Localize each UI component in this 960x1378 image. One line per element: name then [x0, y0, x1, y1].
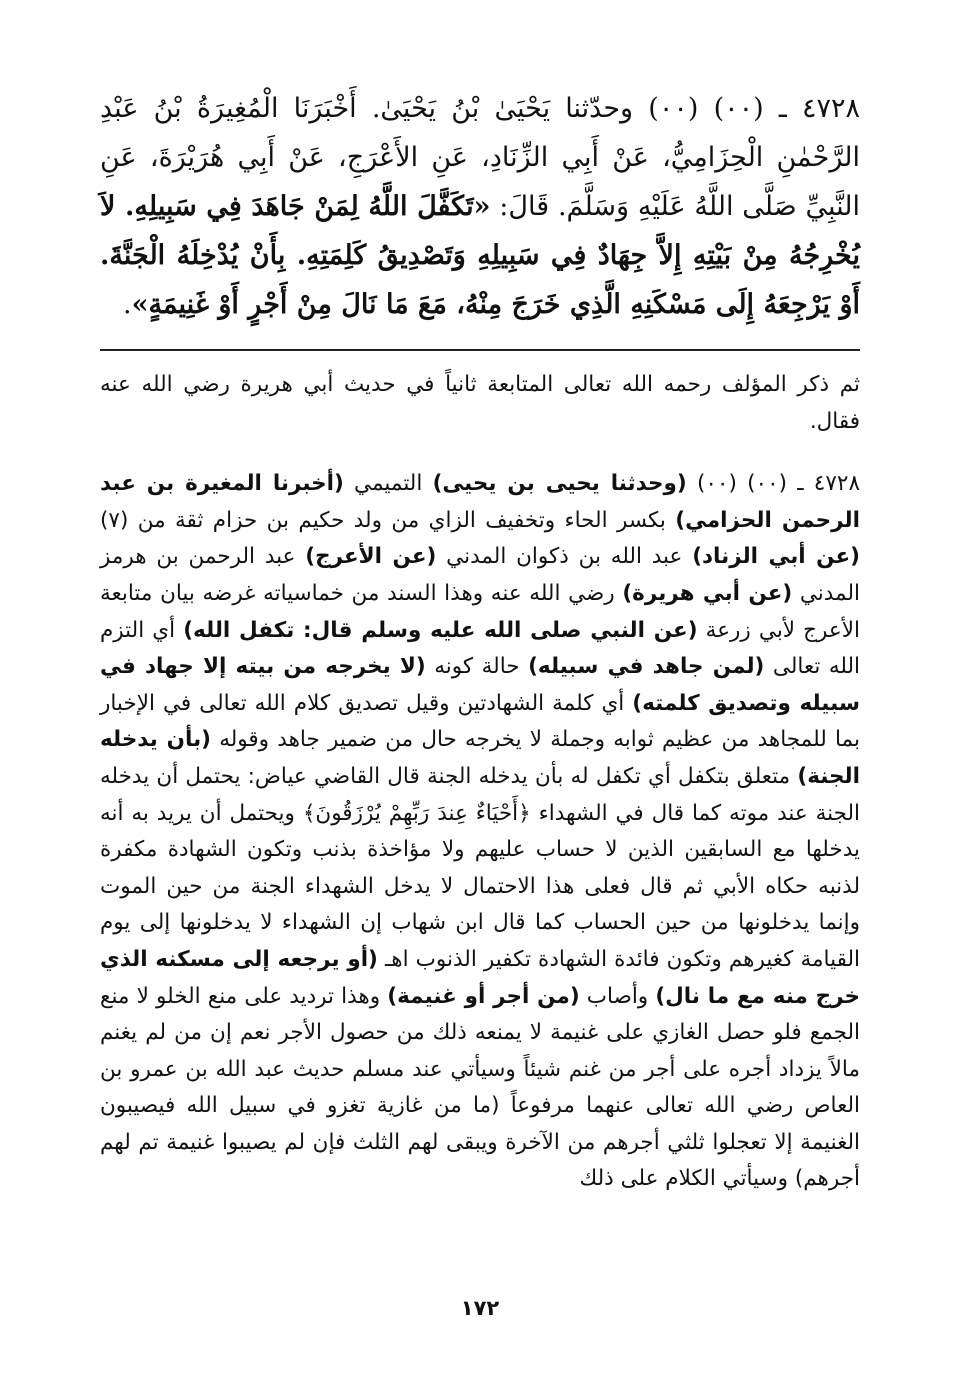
- commentary-intro: ثم ذكر المؤلف رحمه الله تعالى المتابعة ثانياً في حديث أبي هريرة رضي الله عنه فقال.: [100, 372, 860, 434]
- section-divider: [100, 349, 860, 351]
- commentary-quote: (عن أبي هريرة): [622, 580, 793, 606]
- page-number: ١٧٢: [460, 1296, 500, 1320]
- commentary-text: رضي الله عنه وهذا السند من خماسياته غرضه بيان متابعة الأعرج لأبي زرعة: [100, 580, 860, 643]
- commentary-text: وهذا ترديد على منع الخلو لا منع الجمع فلو حصل الغازي على غنيمة لا يمنعه ذلك من حصول الأجر نعم إن من لم يغنم مالاً يزداد أجره على أجر من غنم شيئاً وسيأتي عند مسلم حديث عبد الله بن عمرو بن العاص رضي الله تعالى عنهما مرفوعاً (ما من غازية تغزو في سبيل الله فيصيبون الغنيمة إلا تعجلوا ثلثي أجرهم من الآخرة ويبقى لهم الثلث فإن لم يصيبوا غنيمة تم لهم أجرهم) وسيأتي الكلام على ذلك: [100, 983, 860, 1192]
- commentary-explanation: [100, 466, 860, 1198]
- commentary-quote: (أخبرنا المغيرة بن عبد الرحمن الحزامي): [100, 471, 860, 533]
- hadith-matn: «تَكَفَّلَ اللَّهُ لِمَنْ جَاهَدَ فِي سَبِيلِهِ. لاَ يُخْرِجُهُ مِنْ بَيْتِهِ إِلاَّ جِهَادٌ فِي سَبِيلِهِ وَتَصْدِيقُ كَلِمَتِهِ. بِأَنْ يُدْخِلَهُ الْجَنَّةَ. أَوْ يَرْجِعَهُ إِلَى مَسْكَنِهِ الَّذِي خَرَجَ مِنْهُ، مَعَ مَا نَالَ مِنْ أَجْرٍ أَوْ غَنِيمَةٍ»: [100, 191, 860, 320]
- commentary-quote: (لا يخرجه من بيته إلا جهاد في سبيله وتصديق كلمته): [100, 654, 860, 716]
- commentary-text: ويحتمل أن يريد به أنه يدخلها مع السابقين الذين لا حساب عليهم ولا مؤاخذة بذنب وتكون الشهادة مكفرة لذنبه حكاه الأبي ثم قال فعلى هذا الاحتمال لا يدخل الشهداء الجنة من حين الموت وإنما يدخلونها من حين الحساب كما قال ابن شهاب إن الشهداء لا يدخلونها إلى يوم القيامة كغيرهم وتكون فائدة الشهادة تكفير الذنوب اهـ: [100, 800, 860, 972]
- commentary-text: وأصاب: [579, 983, 656, 1009]
- commentary-quote: (أو يرجعه إلى مسكنه الذي خرج منه مع ما نال): [100, 946, 860, 1009]
- quran-verse: ﴿أَحْيَاءٌ عِندَ رَبِّهِمْ يُرْزَقُونَ﴾: [302, 800, 531, 826]
- commentary-text: متعلق بتكفل أي تكفل له بأن يدخله الجنة قال القاضي عياض: يحتمل أن يدخله الجنة عند موته كما قال في الشهداء: [100, 763, 861, 826]
- commentary-quote: (من أجر أو غنيمة): [387, 983, 580, 1009]
- commentary-text: أي كلمة الشهادتين وقيل تصديق كلام الله تعالى في الإخبار بما للمجاهد من عظيم ثوابه وجملة لا يخرجه حال من ضمير جاهد وقوله: [100, 690, 860, 753]
- commentary-text: عبد الله بن ذكوان المدني: [436, 544, 693, 570]
- document-page: [100, 84, 860, 1198]
- commentary-text: بكسر الحاء وتخفيف الزاي من ولد حكيم بن حزام ثقة من (٧): [100, 507, 676, 533]
- commentary-text: حالة كونه: [425, 654, 529, 680]
- commentary-quote: (وحدثنا يحيى بن يحيى): [432, 471, 687, 497]
- commentary-text: عبد الرحمن بن هرمز المدني: [100, 544, 860, 606]
- commentary-quote: (لمن جاهد في سبيله): [528, 654, 765, 680]
- commentary-text: أي التزم الله تعالى: [100, 617, 860, 680]
- commentary-quote: (عن الأعرج): [305, 544, 437, 570]
- commentary-quote: (عن النبي صلى الله عليه وسلم قال: تكفل الله): [183, 617, 698, 643]
- commentary-quote: (عن أبي الزناد): [692, 544, 860, 570]
- hadith-text: [100, 84, 860, 329]
- hadith-chain: ٤٧٢٨ ـ (٠٠) (٠٠) وحدّثنا يَحْيَىٰ بْنُ يَحْيَىٰ. أَخْبَرَنَا الْمُغِيرَةُ بْنُ عَبْدِ الرَّحْمٰنِ الْحِزَامِيُّ، عَنْ أَبِي الزِّنَادِ، عَنِ الأَعْرَجِ، عَنْ أَبِي هُرَيْرَةَ، عَنِ النَّبِيِّ صَلَّى اللَّهُ عَلَيْهِ وَسَلَّمَ. قَالَ:: [100, 93, 861, 222]
- hadith-end: .: [122, 289, 132, 320]
- commentary-text: ٤٧٢٨ ـ (٠٠) (٠٠): [686, 471, 860, 497]
- commentary-text: التميمي: [343, 471, 433, 497]
- commentary-quote: (بأن يدخله الجنة): [100, 727, 860, 789]
